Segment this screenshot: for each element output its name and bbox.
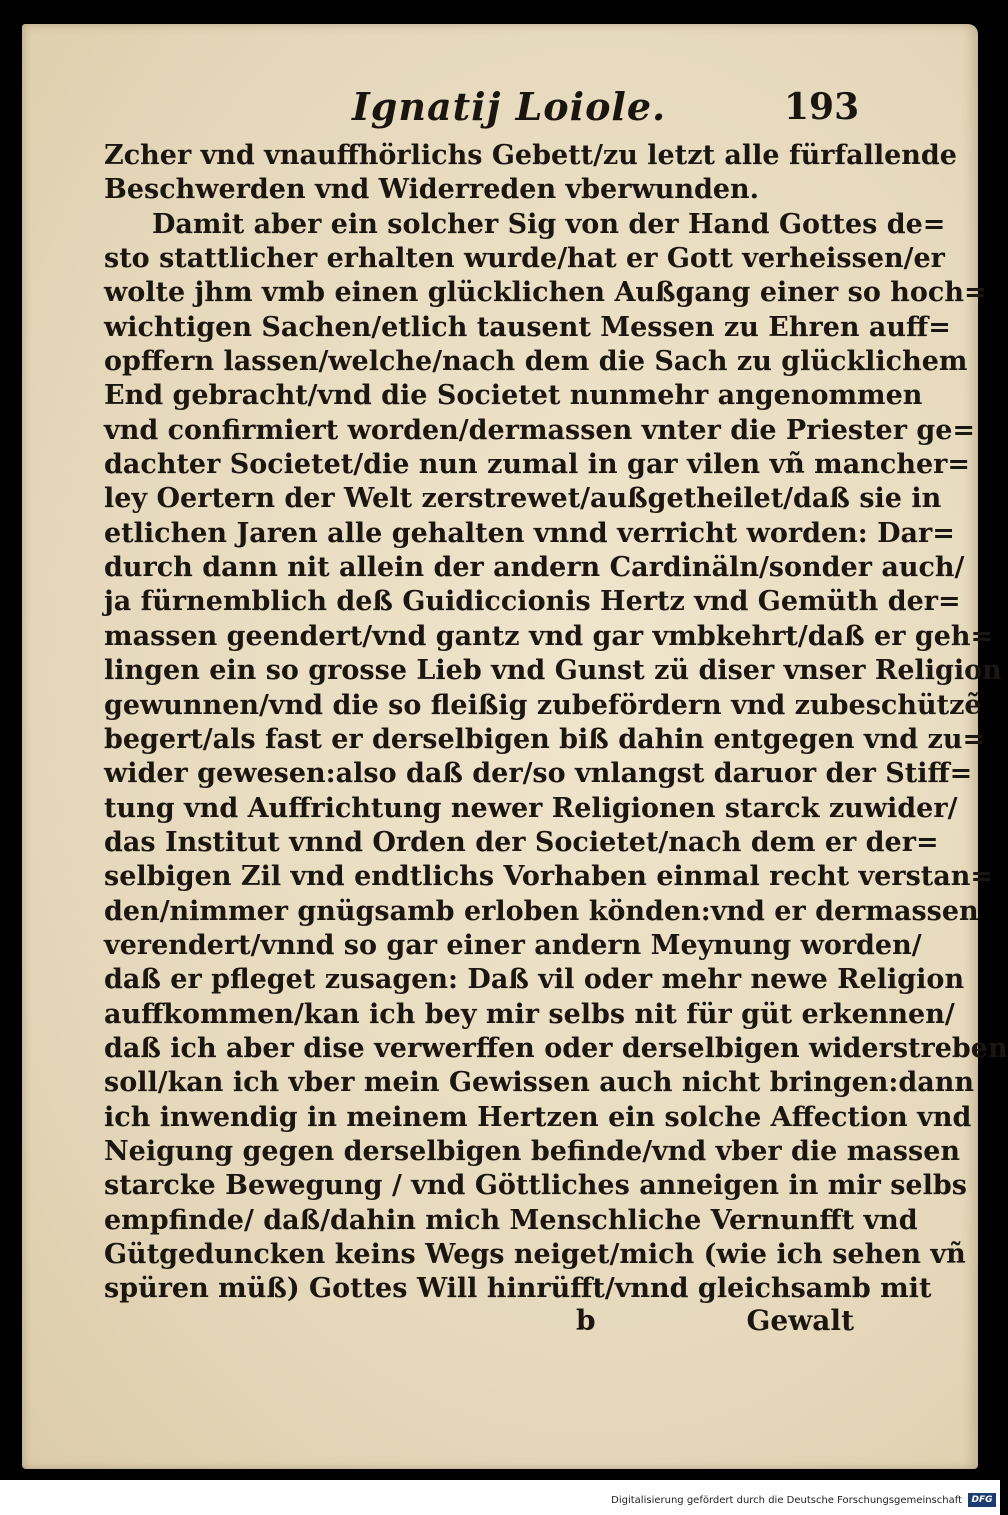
dfg-logo-icon: DFG — [968, 1493, 996, 1507]
page-footer — [104, 1304, 854, 1344]
text-line: massen geendert/vnd gantz vnd gar vmbkehrt/daß er geh= — [104, 620, 994, 652]
page-header — [22, 84, 978, 134]
text-line: auffkommen/kan ich bey mir selbs nit für güt erkennen/ — [104, 998, 955, 1030]
catchword: Gewalt — [746, 1304, 854, 1337]
text-line: verendert/vnnd so gar einer andern Meynung worden/ — [104, 929, 922, 961]
text-line: ich inwendig in meinem Hertzen ein solche Affection vnd — [104, 1101, 972, 1133]
text-line: das Institut vnnd Orden der Societet/nach dem er der= — [104, 826, 939, 858]
text-line: den/nimmer gnügsamb erloben könden:vnd er dermassen — [104, 895, 979, 927]
text-line: lingen ein so grosse Lieb vnd Gunst zü diser vnser Religion — [104, 655, 1002, 687]
text-line: soll/kan ich vber mein Gewissen auch nicht bringen:dann — [104, 1067, 974, 1099]
text-line: ja fürnemblich deß Guidiccionis Hertz vnd Gemüth der= — [104, 586, 961, 618]
text-line: opffern lassen/welche/nach dem die Sach zu glücklichem — [104, 346, 968, 378]
text-line: starcke Bewegung / vnd Göttliches anneigen in mir selbs — [104, 1170, 967, 1202]
text-line: empfinde/ daß/dahin mich Menschliche Vernunfft vnd — [104, 1204, 918, 1236]
digitization-bar — [0, 1480, 1000, 1515]
text-line: gewunnen/vnd die so fleißig zubefördern vnd zubeschützẽ — [104, 689, 982, 721]
text-line: Zcher vnd vnauffhörlichs Gebett/zu letzt alle fürfallende — [104, 140, 957, 171]
digitization-credit: Digitalisierung gefördert durch die Deutsche Forschungsgemeinschaft — [611, 1495, 962, 1506]
text-line: Damit aber ein solcher Sig von der Hand Gottes de= — [152, 208, 946, 240]
running-title: Ignatij Loiole. — [352, 84, 667, 129]
text-line: durch dann nit allein der andern Cardinäln/sonder auch/ — [104, 552, 965, 584]
text-line: ley Oertern der Welt zerstrewet/außgetheilet/daß sie in — [104, 483, 942, 515]
text-line: daß er pfleget zusagen: Daß vil oder mehr newe Religion — [104, 964, 965, 996]
signature-mark: b — [576, 1304, 596, 1337]
text-line: selbigen Zil vnd endtlichs Vorhaben einmal recht verstan= — [104, 861, 993, 893]
text-line: begert/als fast er derselbigen biß dahin entgegen vnd zu= — [104, 723, 986, 755]
text-line: Gütgeduncken keins Wegs neiget/mich (wie ich sehen vñ — [104, 1239, 966, 1270]
text-line: End gebracht/vnd die Societet nunmehr angenommen — [104, 380, 923, 412]
text-line: wolte jhm vmb einen glücklichen Außgang einer so hoch= — [104, 277, 987, 309]
text-line: daß ich aber dise verwerffen oder derselbigen widerstreben — [104, 1032, 1008, 1064]
page-number: 193 — [784, 86, 860, 128]
text-line: spüren müß) Gottes Will hinrüfft/vnnd gleichsamb mit — [104, 1273, 932, 1305]
text-line: wider gewesen:also daß der/so vnlangst daruor der Stiff= — [104, 758, 973, 790]
body-text — [104, 139, 1008, 1307]
text-line: tung vnd Auffrichtung newer Religionen starck zuwider/ — [104, 792, 958, 824]
text-line: etlichen Jaren alle gehalten vnnd verricht worden: Dar= — [104, 517, 955, 549]
book-page — [22, 24, 1008, 1469]
text-line: vnd confirmiert worden/dermassen vnter die Priester ge= — [104, 414, 976, 446]
text-line: dachter Societet/die nun zumal in gar vilen vñ mancher= — [104, 449, 970, 481]
text-line: Neigung gegen derselbigen befinde/vnd vber die massen — [104, 1135, 961, 1167]
text-line: sto stattlicher erhalten wurde/hat er Gott verheissen/er — [104, 243, 945, 275]
text-line: wichtigen Sachen/etlich tausent Messen zu Ehren auff= — [104, 311, 951, 343]
text-line: Beschwerden vnd Widerreden vberwunden. — [104, 174, 760, 206]
